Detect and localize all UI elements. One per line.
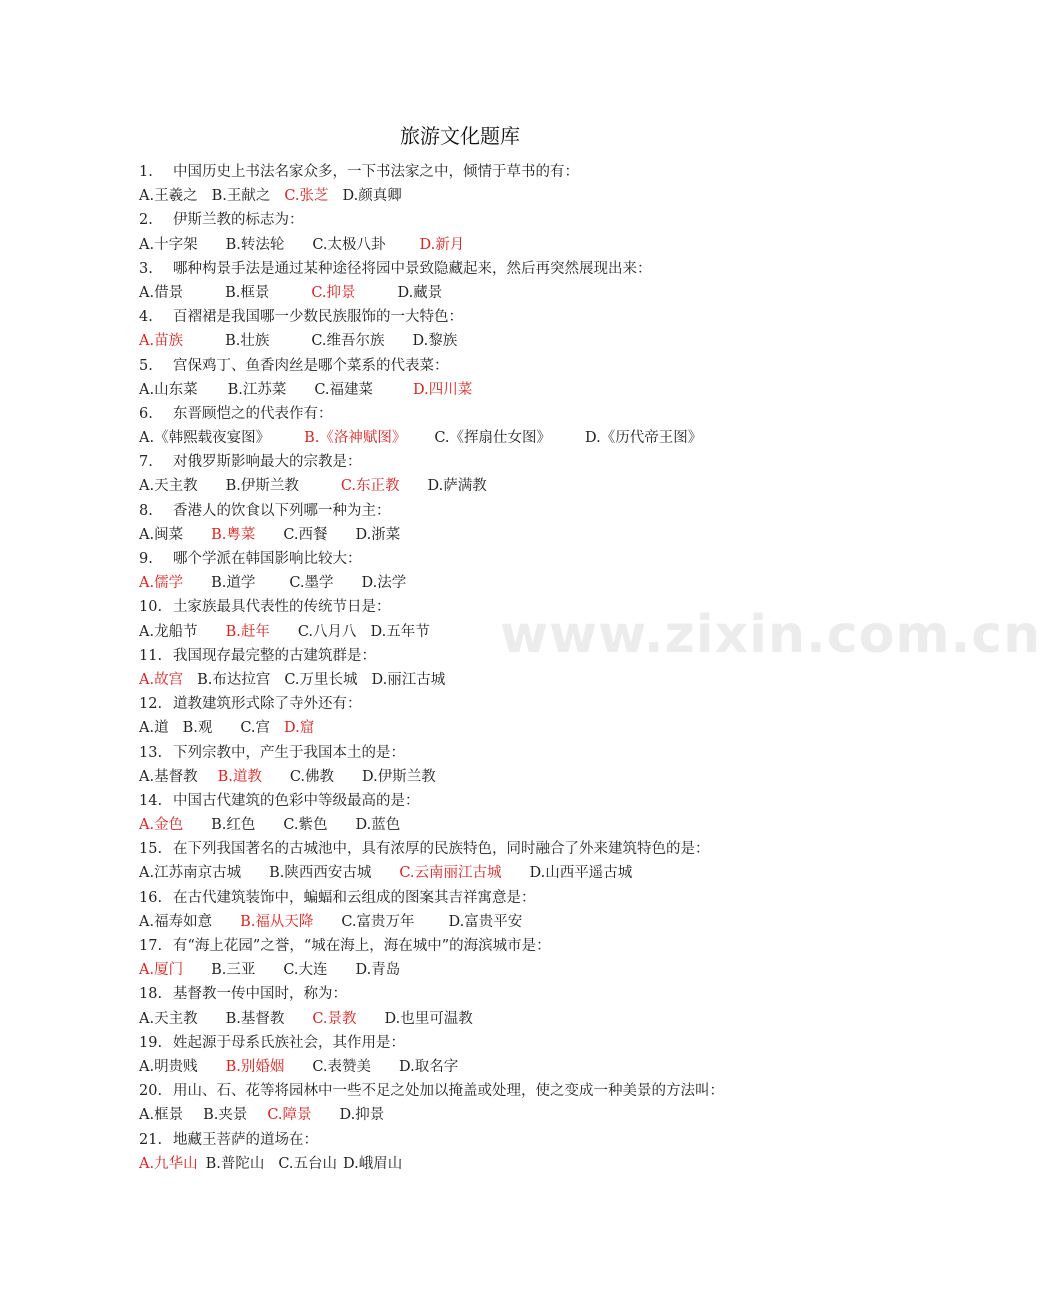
options-line xyxy=(139,281,899,305)
options-line xyxy=(139,1152,899,1176)
question-line xyxy=(139,982,899,1006)
answer-option: D.藏景 xyxy=(397,284,443,301)
answer-option: B.框景 xyxy=(225,284,270,301)
options-line xyxy=(139,426,899,450)
answer-option: B.红色 xyxy=(211,817,256,834)
answer-option: B.壮族 xyxy=(225,333,270,350)
answer-option: A.道 xyxy=(139,720,169,737)
question-text: 哪个学派在韩国影响比较大： xyxy=(173,551,362,567)
answer-option: A.《韩熙载夜宴图》 xyxy=(139,430,271,447)
question-number: 12. xyxy=(139,696,163,713)
options-line xyxy=(139,716,899,740)
answer-option: D.颜真卿 xyxy=(342,188,402,205)
answer-option: D.也里可温教 xyxy=(384,1010,473,1027)
question-line xyxy=(139,741,899,765)
answer-option-correct: C.抑景 xyxy=(311,284,356,301)
answer-option-correct: B.粤菜 xyxy=(211,526,256,543)
question-number: 9. xyxy=(139,551,153,567)
answer-option: A.框景 xyxy=(139,1107,184,1124)
answer-option: B.江苏菜 xyxy=(227,381,287,398)
answer-option-correct: B.别婚姻 xyxy=(225,1058,285,1075)
question-number: 11. xyxy=(139,647,163,664)
watermark: www.zixin.com.cn xyxy=(500,605,1041,665)
question-line xyxy=(139,692,899,716)
answer-option: D.五年节 xyxy=(370,623,430,640)
answer-option-correct: C.景教 xyxy=(312,1010,357,1027)
question-text: 在古代建筑装饰中，蝙蝠和云组成的图案其吉祥寓意是： xyxy=(173,889,536,906)
answer-option: D.取名字 xyxy=(399,1058,459,1075)
question-text: 香港人的饮食以下列哪一种为主： xyxy=(173,502,391,519)
answer-option-correct: D.窟 xyxy=(284,720,315,737)
answer-option: A.天主教 xyxy=(139,1010,198,1027)
question-line xyxy=(139,1031,899,1055)
question-text: 我国现存最完整的古建筑群是： xyxy=(173,647,376,664)
question-number: 16. xyxy=(139,889,163,906)
question-line xyxy=(139,160,899,184)
question-number: 17. xyxy=(139,938,163,954)
question-text: 百褶裙是我国哪一少数民族服饰的一大特色： xyxy=(173,309,463,326)
answer-option: A.王羲之 xyxy=(139,188,198,205)
question-line xyxy=(139,547,899,571)
answer-option: B.夹景 xyxy=(203,1107,248,1124)
question-text: 基督教一传中国时，称为： xyxy=(173,986,347,1003)
answer-option: D.法学 xyxy=(361,575,407,592)
question-number: 4. xyxy=(139,309,153,326)
answer-option: A.基督教 xyxy=(139,768,198,785)
options-line xyxy=(139,378,899,402)
question-number: 18. xyxy=(139,986,163,1003)
question-line xyxy=(139,354,899,378)
page-title: 旅游文化题库 xyxy=(400,124,520,148)
question-number: 21. xyxy=(139,1131,163,1148)
answer-option: C.宫 xyxy=(240,720,271,737)
options-line xyxy=(139,1103,899,1127)
options-line xyxy=(139,1007,899,1031)
answer-option: B.观 xyxy=(182,720,213,737)
answer-option: B.道学 xyxy=(211,575,256,592)
answer-option: D.黎族 xyxy=(412,333,458,350)
answer-option: C.佛教 xyxy=(289,768,335,785)
answer-option: B.陕西西安古城 xyxy=(269,865,372,882)
answer-option: A.闽菜 xyxy=(139,526,184,543)
answer-option: A.天主教 xyxy=(139,478,198,495)
answer-option: D.蓝色 xyxy=(355,817,401,834)
options-line xyxy=(139,571,899,595)
answer-option-correct: B.福从天降 xyxy=(240,913,314,930)
question-number: 7. xyxy=(139,454,153,471)
answer-option-correct: B.道教 xyxy=(217,768,262,785)
options-line xyxy=(139,668,899,692)
answer-option: C.紫色 xyxy=(283,817,328,834)
answer-option-correct: A.九华山 xyxy=(139,1155,198,1172)
question-number: 19. xyxy=(139,1034,163,1051)
question-number: 5. xyxy=(139,357,153,374)
answer-option: D.峨眉山 xyxy=(343,1155,403,1172)
answer-option-correct: A.故宫 xyxy=(139,671,184,688)
question-text: 道教建筑形式除了寺外还有： xyxy=(173,696,362,713)
answer-option: D.萨满教 xyxy=(427,478,487,495)
options-line xyxy=(139,474,899,498)
answer-option-correct: C.障景 xyxy=(267,1107,312,1124)
question-line xyxy=(139,402,899,426)
question-text: 有“海上花园”之誉，“城在海上，海在城中”的海滨城市是： xyxy=(173,938,551,954)
answer-option: C.《挥扇仕女图》 xyxy=(434,430,552,447)
answer-option: A.龙船节 xyxy=(139,623,198,640)
options-line xyxy=(139,861,899,885)
answer-option: C.五台山 xyxy=(278,1155,338,1172)
question-number: 6. xyxy=(139,405,153,422)
answer-option: D.浙菜 xyxy=(355,526,401,543)
options-line xyxy=(139,813,899,837)
answer-option-correct: C.东正教 xyxy=(340,478,400,495)
question-number: 8. xyxy=(139,502,153,519)
answer-option: C.大连 xyxy=(283,962,328,979)
answer-option: C.西餐 xyxy=(283,526,328,543)
answer-option: A.十字架 xyxy=(139,236,198,253)
options-line xyxy=(139,910,899,934)
answer-option: B.三亚 xyxy=(211,962,256,979)
question-text: 在下列我国著名的古城池中，具有浓厚的民族特色，同时融合了外来建筑特色的是： xyxy=(173,841,710,858)
answer-option-correct: A.金色 xyxy=(139,817,184,834)
answer-option-correct: A.厦门 xyxy=(139,962,184,979)
question-number: 14. xyxy=(139,792,163,809)
answer-option: A.明贵贱 xyxy=(139,1058,198,1075)
answer-option: D.抑景 xyxy=(339,1107,385,1124)
answer-option: D.伊斯兰教 xyxy=(362,768,436,785)
question-text: 姓起源于母系氏族社会，其作用是： xyxy=(173,1034,405,1051)
question-number: 15. xyxy=(139,841,163,858)
question-text: 伊斯兰教的标志为： xyxy=(173,212,304,229)
answer-option: D.富贵平安 xyxy=(448,913,523,930)
answer-option-correct: B.《洛神赋图》 xyxy=(304,430,407,447)
options-line xyxy=(139,958,899,982)
question-list xyxy=(139,160,899,1176)
question-line xyxy=(139,1079,899,1103)
question-text: 用山、石、花等将园林中一些不足之处加以掩盖或处理，使之变成一种美景的方法叫： xyxy=(173,1083,724,1100)
question-number: 1. xyxy=(139,164,153,180)
answer-option-correct: B.赶年 xyxy=(225,623,270,640)
answer-option-correct: A.儒学 xyxy=(139,575,184,592)
answer-option: D.丽江古城 xyxy=(371,671,446,688)
answer-option: C.维吾尔族 xyxy=(311,333,385,350)
answer-option: B.布达拉宫 xyxy=(197,671,271,688)
question-number: 13. xyxy=(139,744,163,761)
answer-option-correct: C.张芝 xyxy=(284,188,329,205)
question-number: 20. xyxy=(139,1083,163,1100)
answer-option: A.借景 xyxy=(139,284,184,301)
answer-option: C.八月八 xyxy=(297,623,357,640)
answer-option: A.福寿如意 xyxy=(139,913,213,930)
answer-option: C.表赞美 xyxy=(312,1058,372,1075)
answer-option: B.王献之 xyxy=(211,188,271,205)
options-line xyxy=(139,329,899,353)
answer-option: D.山西平遥古城 xyxy=(529,865,633,882)
question-text: 对俄罗斯影响最大的宗教是： xyxy=(173,454,362,471)
question-line xyxy=(139,450,899,474)
answer-option: B.基督教 xyxy=(225,1010,285,1027)
question-line xyxy=(139,499,899,523)
question-text: 东晋顾恺之的代表作有： xyxy=(173,405,333,422)
answer-option-correct: D.新月 xyxy=(419,236,465,253)
options-line xyxy=(139,184,899,208)
question-line xyxy=(139,886,899,910)
question-text: 中国历史上书法名家众多，一下书法家之中，倾情于草书的有： xyxy=(173,164,579,180)
question-line xyxy=(139,934,899,958)
question-number: 2. xyxy=(139,212,153,229)
answer-option: A.山东菜 xyxy=(139,381,198,398)
options-line xyxy=(139,765,899,789)
question-text: 下列宗教中，产生于我国本土的是： xyxy=(173,744,405,761)
answer-option-correct: C.云南丽江古城 xyxy=(399,865,502,882)
answer-option-correct: D.四川菜 xyxy=(413,381,473,398)
answer-option: B.伊斯兰教 xyxy=(225,478,299,495)
answer-option-correct: A.苗族 xyxy=(139,333,184,350)
options-line xyxy=(139,620,899,644)
options-line xyxy=(139,523,899,547)
answer-option: C.墨学 xyxy=(289,575,334,592)
answer-option: C.万里长城 xyxy=(284,671,358,688)
answer-option: C.福建菜 xyxy=(314,381,374,398)
question-text: 地藏王菩萨的道场在： xyxy=(173,1131,318,1148)
answer-option: C.富贵万年 xyxy=(341,913,415,930)
question-line xyxy=(139,837,899,861)
answer-option: B.转法轮 xyxy=(225,236,285,253)
question-number: 3. xyxy=(139,260,153,277)
question-line xyxy=(139,595,899,619)
question-line xyxy=(139,305,899,329)
question-text: 中国古代建筑的色彩中等级最高的是： xyxy=(173,792,420,809)
answer-option: D.《历代帝王图》 xyxy=(585,430,703,447)
answer-option: C.太极八卦 xyxy=(312,236,386,253)
question-text: 土家族最具代表性的传统节日是： xyxy=(173,599,391,616)
question-line xyxy=(139,208,899,232)
answer-option: D.青岛 xyxy=(355,962,401,979)
question-line xyxy=(139,1128,899,1152)
question-line xyxy=(139,789,899,813)
question-number: 10. xyxy=(139,599,163,616)
question-line xyxy=(139,257,899,281)
question-text: 宫保鸡丁、鱼香肉丝是哪个菜系的代表菜： xyxy=(173,357,449,374)
question-line xyxy=(139,644,899,668)
options-line xyxy=(139,233,899,257)
answer-option: A.江苏南京古城 xyxy=(139,865,242,882)
options-line xyxy=(139,1055,899,1079)
question-text: 哪种构景手法是通过某种途径将园中景致隐藏起来，然后再突然展现出来： xyxy=(173,260,652,277)
answer-option: B.普陀山 xyxy=(205,1155,265,1172)
